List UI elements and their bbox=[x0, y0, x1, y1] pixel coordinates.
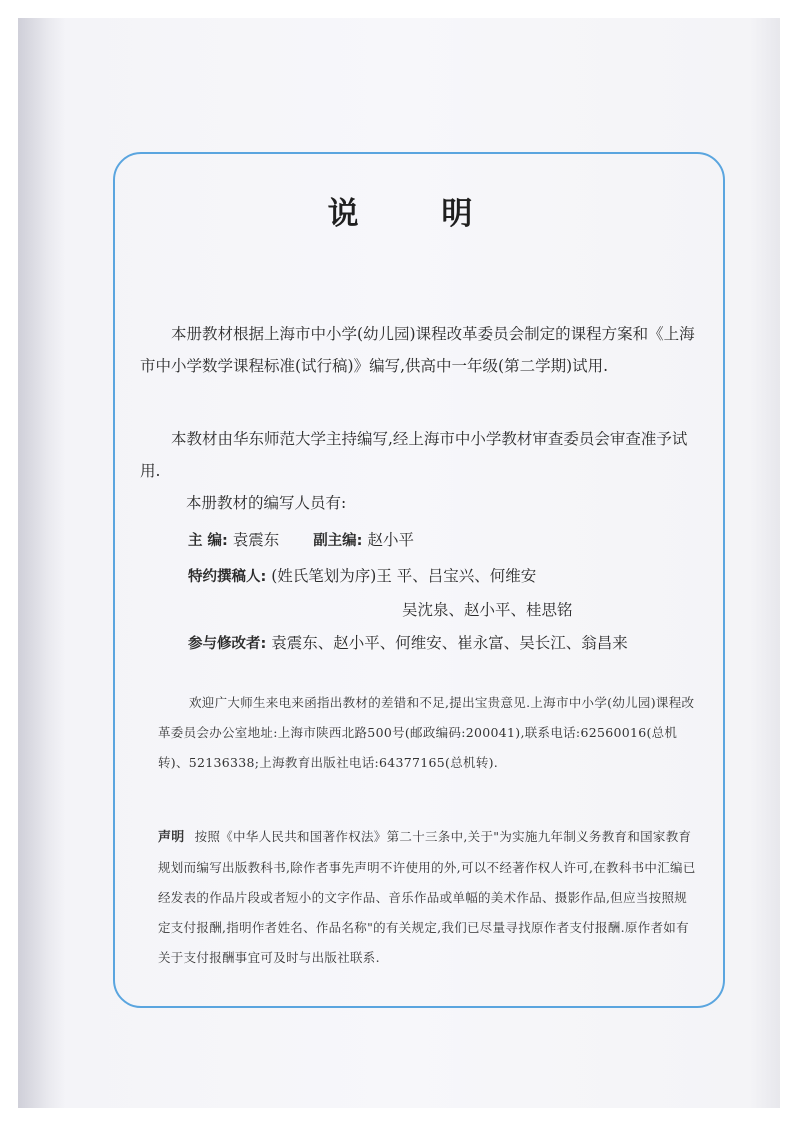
review-text: 本教材由华东师范大学主持编写,经上海市中小学教材审查委员会审查准予试用. bbox=[140, 430, 688, 480]
chief-editor-name: 袁震东 bbox=[232, 531, 280, 549]
deputy-editor-label: 副主编: bbox=[313, 533, 363, 549]
writers-label: 特约撰稿人: bbox=[188, 569, 267, 585]
modifiers-line bbox=[188, 631, 628, 653]
staff-intro: 本册教材的编写人员有: bbox=[186, 494, 347, 512]
chief-editor-label: 主 编: bbox=[188, 533, 228, 549]
intro-text: 本册教材根据上海市中小学(幼儿园)课程改革委员会制定的课程方案和《上海市中小学数学课程标准(试行稿)》编写,供高中一年级(第二学期)试用. bbox=[140, 325, 695, 375]
welcome-note bbox=[158, 688, 698, 778]
statement-head: 声明 bbox=[158, 830, 185, 845]
copyright-statement bbox=[158, 822, 698, 973]
writers-line-2: 吴沈泉、赵小平、桂思铭 bbox=[402, 601, 573, 619]
modifiers-label: 参与修改者: bbox=[188, 636, 267, 652]
writers-line bbox=[188, 564, 536, 586]
writers-names-1: (姓氏笔划为序)王 平、吕宝兴、何维安 bbox=[271, 567, 537, 585]
editors-line bbox=[188, 528, 414, 550]
modifiers-names: 袁震东、赵小平、何维安、崔永富、吴长江、翁昌来 bbox=[271, 634, 628, 652]
deputy-editor-name: 赵小平 bbox=[367, 531, 414, 549]
welcome-text: 欢迎广大师生来电来函指出教材的差错和不足,提出宝贵意见.上海市中小学(幼儿园)课程改革委员会办公室地址:上海市陕西北路500号(邮政编码:200041),联系电话:62560016(总机转)、52136338;上海教育出版社电话:64377165(总机转). bbox=[158, 695, 695, 770]
spine-shadow bbox=[18, 18, 66, 1108]
review-paragraph bbox=[140, 423, 700, 487]
page-title: 说 明 bbox=[327, 196, 509, 232]
statement-text: 按照《中华人民共和国著作权法》第二十三条中,关于"为实施九年制义务教育和国家教育规划而编写出版教科书,除作者事先声明不许使用的外,可以不经著作权人许可,在教科书中汇编已经发表的作品片段或者短小的文字作品、音乐作品或单幅的美术作品、摄影作品,但应当按照规定支付报酬,指明作者姓名、作品名称"的有关规定,我们已尽量寻找原作者支付报酬.原作者如有关于支付报酬事宜可及时与出版社联系. bbox=[158, 829, 696, 965]
intro-paragraph bbox=[140, 318, 700, 382]
